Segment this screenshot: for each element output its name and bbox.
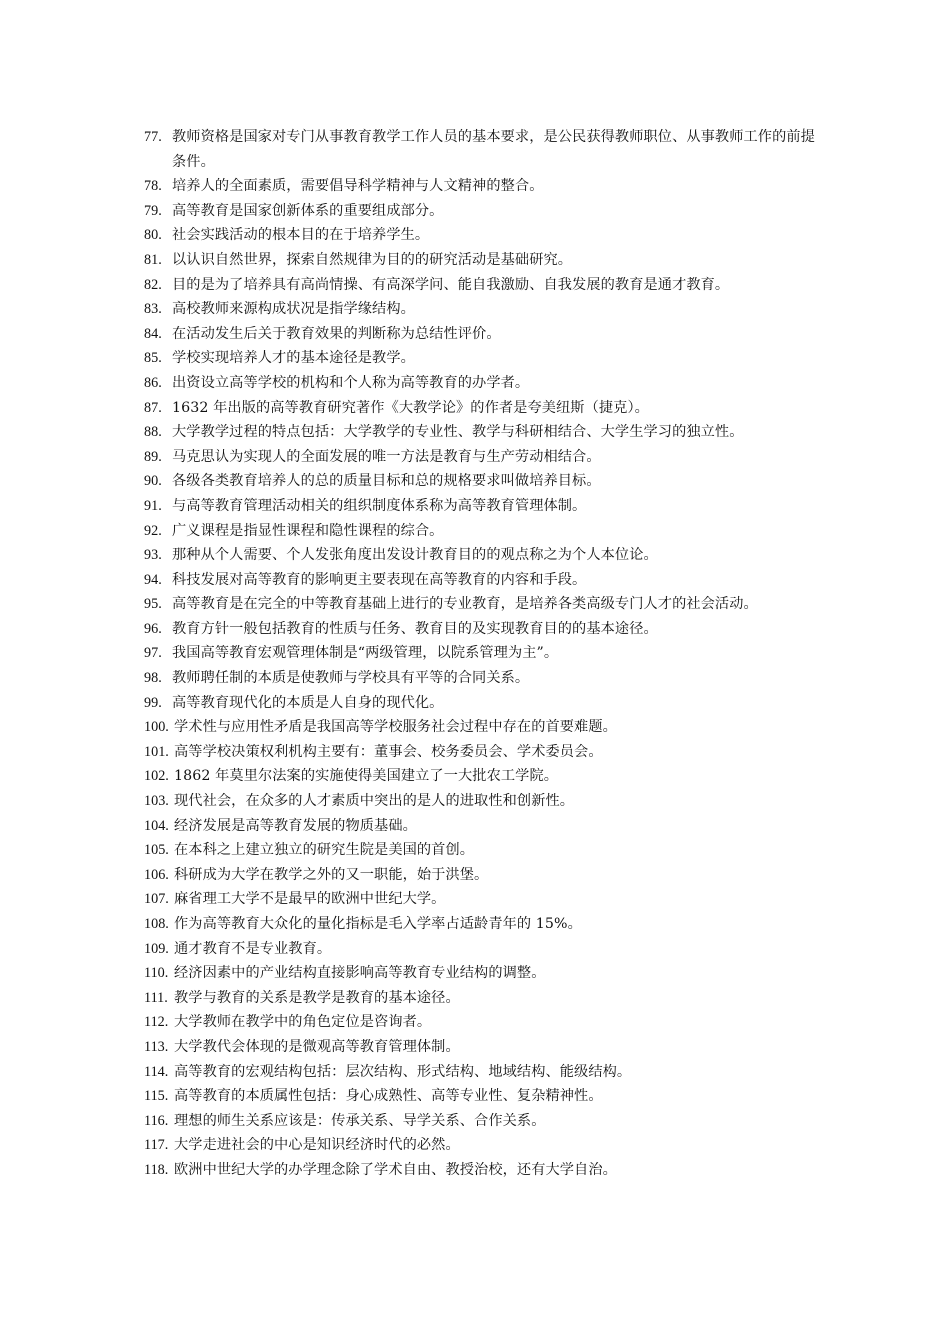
list-item — [144, 543, 824, 568]
item-text: 经济发展是高等教育发展的物质基础。 — [174, 817, 417, 834]
list-item — [144, 1010, 824, 1035]
list-item — [144, 1084, 824, 1109]
list-item — [144, 912, 824, 937]
list-item — [144, 740, 824, 765]
item-text: 科技发展对高等教育的影响更主要表现在高等教育的内容和手段。 — [172, 571, 587, 588]
list-item — [144, 273, 824, 298]
list-item — [144, 666, 824, 691]
item-number: 89. — [144, 448, 162, 465]
item-number: 98. — [144, 670, 162, 687]
list-item — [144, 1109, 824, 1134]
item-number: 80. — [144, 227, 162, 244]
item-number: 88. — [144, 424, 162, 441]
item-number: 85. — [144, 350, 162, 367]
list-item — [144, 519, 824, 544]
item-number: 116. — [144, 1112, 169, 1129]
item-number: 113. — [144, 1038, 169, 1055]
item-number: 118. — [144, 1161, 169, 1178]
list-item — [144, 568, 824, 593]
item-text: 广义课程是指显性课程和隐性课程的综合。 — [172, 522, 444, 539]
item-number: 109. — [144, 940, 169, 957]
item-number: 101. — [144, 743, 169, 760]
item-text: 学术性与应用性矛盾是我国高等学校服务社会过程中存在的首要难题。 — [174, 719, 617, 736]
item-text: 高等教育现代化的本质是人自身的现代化。 — [172, 694, 444, 711]
list-item — [144, 764, 824, 789]
list-item — [144, 1158, 824, 1183]
item-text: 高等教育是在完全的中等教育基础上进行的专业教育，是培养各类高级专门人才的社会活动。 — [172, 596, 758, 613]
list-item — [144, 592, 824, 617]
item-number: 95. — [144, 596, 162, 613]
item-number: 94. — [144, 571, 162, 588]
item-text: 高校教师来源构成状况是指学缘结构。 — [172, 301, 415, 318]
item-text: 理想的师生关系应该是：传承关系、导学关系、合作关系。 — [174, 1112, 546, 1129]
list-item — [144, 1133, 824, 1158]
item-number: 104. — [144, 817, 169, 834]
item-text: 培养人的全面素质，需要倡导科学精神与人文精神的整合。 — [172, 178, 544, 195]
list-item — [144, 297, 824, 322]
list-item — [144, 322, 824, 347]
item-number: 108. — [144, 916, 169, 932]
item-text: 麻省理工大学不是最早的欧洲中世纪大学。 — [174, 891, 446, 908]
list-item — [144, 1060, 824, 1085]
item-number: 79. — [144, 202, 162, 219]
item-text: 大学教学过程的特点包括：大学教学的专业性、教学与科研相结合、大学生学习的独立性。 — [172, 424, 744, 441]
item-text: 1632 年出版的高等教育研究著作《大教学论》的作者是夸美纽斯（捷克）。 — [172, 399, 649, 416]
list-item — [144, 838, 824, 863]
item-text: 通才教育不是专业教育。 — [174, 940, 332, 957]
item-text: 大学教师在教学中的角色定位是咨询者。 — [174, 1014, 432, 1031]
list-item — [144, 1035, 824, 1060]
item-number: 90. — [144, 473, 162, 490]
list-item — [144, 125, 824, 174]
item-number: 106. — [144, 866, 169, 883]
statement-list — [144, 125, 824, 1183]
list-item — [144, 986, 824, 1011]
item-number: 111. — [144, 989, 168, 1006]
item-text: 经济因素中的产业结构直接影响高等教育专业结构的调整。 — [174, 965, 546, 982]
list-item — [144, 223, 824, 248]
item-number: 112. — [144, 1014, 169, 1031]
item-text: 在本科之上建立独立的研究生院是美国的首创。 — [174, 842, 475, 859]
item-text: 高等教育的本质属性包括：身心成熟性、高等专业性、复杂精神性。 — [174, 1088, 603, 1105]
item-number: 99. — [144, 694, 162, 711]
list-item — [144, 863, 824, 888]
item-number: 97. — [144, 645, 162, 662]
item-number: 83. — [144, 301, 162, 318]
item-text: 目的是为了培养具有高尚情操、有高深学问、能自我激励、自我发展的教育是通才教育。 — [172, 276, 730, 293]
list-item — [144, 617, 824, 642]
list-item — [144, 174, 824, 199]
item-number: 105. — [144, 842, 169, 859]
item-text: 大学教代会体现的是微观高等教育管理体制。 — [174, 1038, 460, 1055]
item-text: 教育方针一般包括教育的性质与任务、教育目的及实现教育目的的基本途径。 — [172, 620, 658, 637]
item-number: 91. — [144, 497, 162, 514]
item-text: 以认识自然世界，探索自然规律为目的的研究活动是基础研究。 — [172, 251, 573, 268]
item-text: 社会实践活动的根本目的在于培养学生。 — [172, 227, 430, 244]
item-number: 93. — [144, 547, 162, 564]
item-text: 1862 年莫里尔法案的实施使得美国建立了一大批农工学院。 — [174, 768, 559, 785]
item-text: 马克思认为实现人的全面发展的唯一方法是教育与生产劳动相结合。 — [172, 448, 601, 465]
item-number: 114. — [144, 1063, 169, 1080]
item-text: 教学与教育的关系是教学是教育的基本途径。 — [174, 989, 460, 1006]
item-text: 各级各类教育培养人的总的质量目标和总的规格要求叫做培养目标。 — [172, 473, 601, 490]
list-item — [144, 814, 824, 839]
item-number: 84. — [144, 325, 162, 342]
list-item — [144, 199, 824, 224]
list-item — [144, 469, 824, 494]
item-text: 欧洲中世纪大学的办学理念除了学术自由、教授治校，还有大学自治。 — [174, 1161, 617, 1178]
item-number: 86. — [144, 374, 162, 391]
list-item — [144, 396, 824, 421]
list-item — [144, 346, 824, 371]
list-item — [144, 445, 824, 470]
item-text: 我国高等教育宏观管理体制是“两级管理，以院系管理为主”。 — [172, 645, 559, 662]
item-number: 87. — [144, 399, 162, 416]
list-item — [144, 641, 824, 666]
list-item — [144, 937, 824, 962]
list-item — [144, 420, 824, 445]
list-item — [144, 371, 824, 396]
item-text: 高等教育的宏观结构包括：层次结构、形式结构、地域结构、能级结构。 — [174, 1063, 632, 1080]
item-number: 115. — [144, 1088, 169, 1105]
item-text: 大学走进社会的中心是知识经济时代的必然。 — [174, 1137, 460, 1154]
item-number: 107. — [144, 891, 169, 908]
item-text: 作为高等教育大众化的量化指标是毛入学率占适龄青年的 15%。 — [174, 916, 582, 932]
item-number: 82. — [144, 276, 162, 293]
list-item — [144, 887, 824, 912]
item-number: 78. — [144, 178, 162, 195]
item-number: 117. — [144, 1137, 169, 1154]
item-text: 现代社会，在众多的人才素质中突出的是人的进取性和创新性。 — [174, 793, 575, 810]
item-text: 高等教育是国家创新体系的重要组成部分。 — [172, 202, 444, 219]
item-text: 教师聘任制的本质是使教师与学校具有平等的合同关系。 — [172, 670, 530, 687]
list-item — [144, 691, 824, 716]
item-number: 103. — [144, 793, 169, 810]
list-item — [144, 715, 824, 740]
item-text: 学校实现培养人才的基本途径是教学。 — [172, 350, 415, 367]
list-item — [144, 248, 824, 273]
item-number: 77. — [144, 129, 162, 145]
item-text: 那种从个人需要、个人发张角度出发设计教育目的的观点称之为个人本位论。 — [172, 547, 658, 564]
item-number: 92. — [144, 522, 162, 539]
item-number: 100. — [144, 719, 169, 736]
item-number: 102. — [144, 768, 169, 785]
item-text: 与高等教育管理活动相关的组织制度体系称为高等教育管理体制。 — [172, 497, 587, 514]
item-text: 出资设立高等学校的机构和个人称为高等教育的办学者。 — [172, 374, 530, 391]
item-number: 96. — [144, 620, 162, 637]
list-item — [144, 789, 824, 814]
item-text: 在活动发生后关于教育效果的判断称为总结性评价。 — [172, 325, 501, 342]
list-item — [144, 961, 824, 986]
item-text: 高等学校决策权利机构主要有：董事会、校务委员会、学术委员会。 — [174, 743, 603, 760]
item-number: 81. — [144, 251, 162, 268]
item-text: 科研成为大学在教学之外的又一职能，始于洪堡。 — [174, 866, 489, 883]
list-item — [144, 494, 824, 519]
item-number: 110. — [144, 965, 169, 982]
item-text: 教师资格是国家对专门从事教育教学工作人员的基本要求，是公民获得教师职位、从事教师工作的前提条件。 — [172, 129, 815, 170]
